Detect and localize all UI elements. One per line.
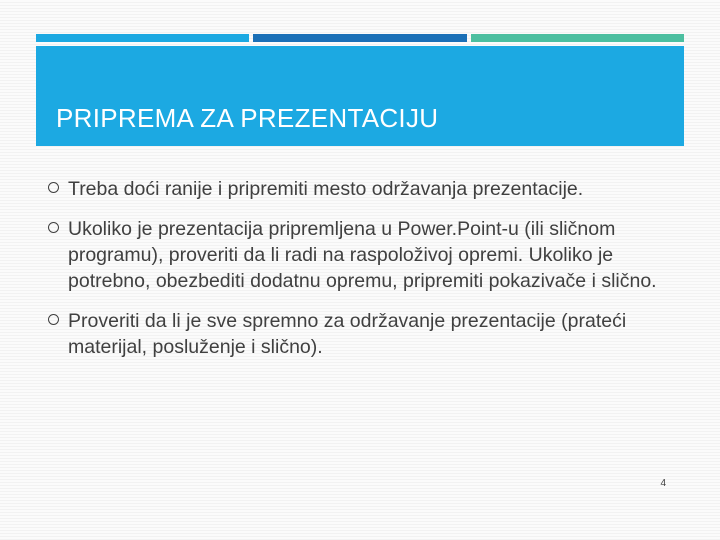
title-band xyxy=(36,46,684,146)
top-accent-stripes xyxy=(36,34,684,42)
bullet-text: Treba doći ranije i pripremiti mesto održavanja prezentacije. xyxy=(68,178,584,200)
bullet-item xyxy=(46,216,666,294)
bullet-list xyxy=(46,176,666,374)
accent-stripe-dark-blue xyxy=(253,34,466,42)
slide-title: PRIPREMA ZA PREZENTACIJU xyxy=(56,103,439,133)
bullet-text: Proveriti da li je sve spremno za održavanje prezentacije (prateći materijal, posluženje i slično). xyxy=(68,310,627,358)
circle-bullet-icon xyxy=(48,314,59,325)
accent-stripe-light-blue xyxy=(36,34,249,42)
bullet-text: Ukoliko je prezentacija pripremljena u Power.Point-u (ili sličnom programu), proveriti da li radi na raspoloživoj opremi. Ukoliko je potrebno, obezbediti dodatnu opremu, pripremiti pokazivače i slično. xyxy=(68,218,657,292)
accent-stripe-teal xyxy=(471,34,684,42)
page-number: 4 xyxy=(660,478,666,489)
bullet-item xyxy=(46,176,666,202)
bullet-item xyxy=(46,308,666,360)
circle-bullet-icon xyxy=(48,182,59,193)
circle-bullet-icon xyxy=(48,222,59,233)
